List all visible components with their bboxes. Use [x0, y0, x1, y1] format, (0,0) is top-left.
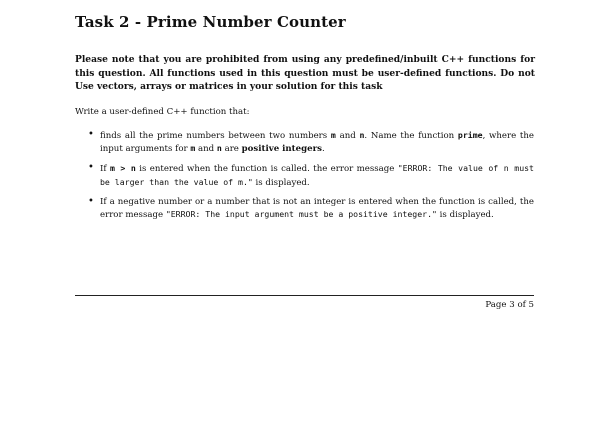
- requirements-list: [88, 129, 534, 228]
- var-n: n: [359, 130, 365, 140]
- requirement-item-order-error: • If m > n is entered when the function is called. the error message "ERROR: The value of n must be larger than the value of m." is displayed.: [88, 162, 534, 188]
- var-m: m: [330, 130, 336, 140]
- page-number: Page 3 of 5: [485, 300, 534, 310]
- var-m: m: [190, 143, 196, 154]
- error-message-input: "ERROR: The input argument must be a positive integer.": [165, 209, 437, 220]
- var-n: n: [216, 143, 222, 154]
- task-intro: Write a user-defined C++ function that:: [75, 107, 250, 117]
- bullet-icon: •: [88, 162, 94, 174]
- bullet-icon: •: [88, 129, 94, 140]
- restriction-note: Please note that you are prohibited from using any predefined/inbuilt C++ functions for this question. All functions used in this question must be user-defined functions. Do not Use vectors, arrays or matrices in your solution for this task: [75, 54, 535, 92]
- requirement-item-prime: • finds all the prime numbers between two numbers m and n. Name the function prime, where the input arguments for m and n are positive integers.: [88, 129, 534, 155]
- condition-expression: m > n: [109, 163, 136, 174]
- footer-divider: [75, 295, 534, 296]
- bullet-icon: •: [88, 195, 94, 207]
- requirement-item-input-error: • If a negative number or a number that is not an integer is entered when the function is called, the error message "ERROR: The input argument must be a positive integer." is displayed.: [88, 195, 534, 221]
- function-name: prime: [457, 130, 483, 140]
- positive-integers-emphasis: positive integers: [241, 144, 322, 155]
- task-title: Task 2 - Prime Number Counter: [75, 13, 346, 31]
- error-message-order: "ERROR: The value of n must be larger than the value of m.": [100, 163, 534, 187]
